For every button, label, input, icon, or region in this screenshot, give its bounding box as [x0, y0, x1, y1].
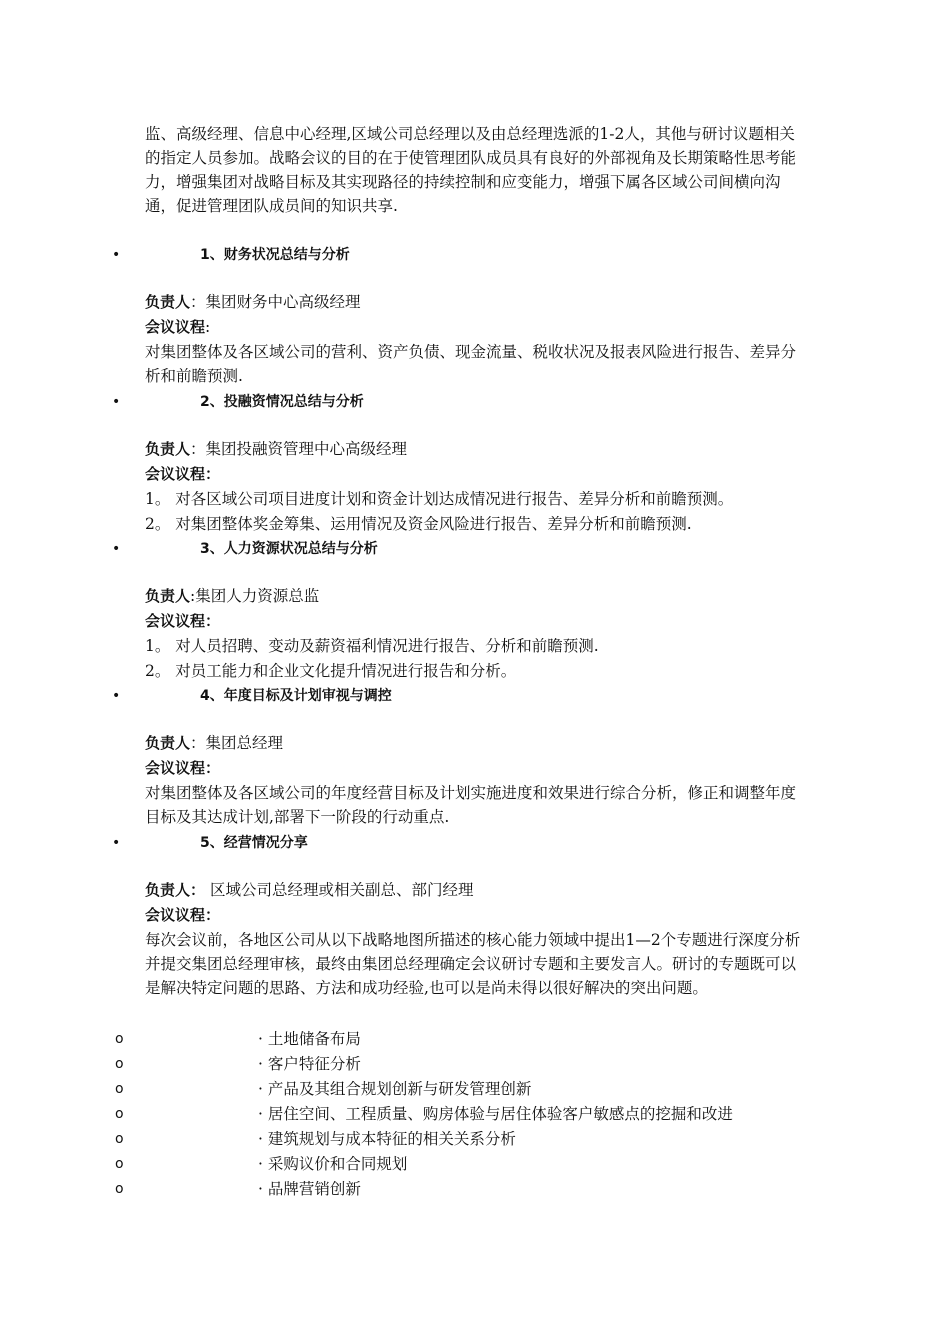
- sub-bullet: o: [115, 1156, 124, 1172]
- owner-label: 负责人: [145, 587, 191, 605]
- sub-bullet: o: [115, 1081, 124, 1097]
- section-3-agenda-label: 会议议程：: [145, 612, 221, 630]
- section-2-agenda-label: 会议议程：: [145, 465, 221, 483]
- bullet-1: •: [112, 247, 121, 263]
- topic-item: · 产品及其组合规划创新与研发管理创新: [258, 1080, 532, 1098]
- owner-value: ：集团总经理: [190, 734, 284, 752]
- section-4-agenda-label: 会议议程：: [145, 759, 221, 777]
- owner-label: 负责人: [145, 440, 191, 458]
- bullet-5: •: [112, 835, 121, 851]
- owner-value: 区域公司总经理或相关副总、部门经理: [205, 881, 474, 899]
- owner-label: 负责人: [145, 293, 191, 311]
- section-1-body: 对集团整体及各区域公司的营利、资产负债、现金流量、税收状况及报表风险进行报告、差异分析和前瞻预测.: [145, 343, 797, 385]
- section-2-owner: [145, 437, 407, 461]
- section-1-heading: 1、财务状况总结与分析: [200, 247, 350, 263]
- topic-item: · 采购议价和合同规划: [258, 1155, 408, 1173]
- sub-bullet: o: [115, 1056, 124, 1072]
- section-5-heading: 5、经营情况分享: [200, 835, 308, 851]
- section-2-item-1: 1。 对各区域公司项目进度计划和资金计划达成情况进行报告、差异分析和前瞻预测。: [145, 490, 734, 508]
- section-2-heading: 2、投融资情况总结与分析: [200, 394, 364, 410]
- section-3-heading: 3、人力资源状况总结与分析: [200, 541, 378, 557]
- section-1-agenda-label: [145, 315, 210, 339]
- topic-item: · 品牌营销创新: [258, 1180, 361, 1198]
- sub-bullet: o: [115, 1181, 124, 1197]
- owner-label: 负责人: [145, 734, 191, 752]
- sub-bullet: o: [115, 1106, 124, 1122]
- owner-value: ：集团投融资管理中心高级经理: [190, 440, 408, 458]
- owner-value: :集团人力资源总监: [190, 587, 320, 605]
- topic-item: · 土地储备布局: [258, 1030, 361, 1048]
- topic-item: · 建筑规划与成本特征的相关关系分析: [258, 1130, 516, 1148]
- section-5-body: 每次会议前，各地区公司从以下战略地图所描述的核心能力领域中提出1—2个专题进行深度分析并提交集团总经理审核，最终由集团总经理确定会议研讨专题和主要发言人。研讨的专题既可以是解决特定问题的思路、方法和成功经验,也可以是尚未得以很好解决的突出问题。: [145, 931, 801, 997]
- agenda-label: 会议议程: [145, 318, 206, 336]
- topic-item: · 居住空间、工程质量、购房体验与居住体验客户敏感点的挖掘和改进: [258, 1105, 733, 1123]
- section-3-owner: [145, 584, 319, 608]
- section-4-body: 对集团整体及各区域公司的年度经营目标及计划实施进度和效果进行综合分析，修正和调整年度目标及其达成计划,部署下一阶段的行动重点.: [145, 784, 797, 826]
- owner-value: ：集团财务中心高级经理: [190, 293, 361, 311]
- topic-item: · 客户特征分析: [258, 1055, 361, 1073]
- section-4-owner: [145, 731, 283, 755]
- sub-bullet: o: [115, 1031, 124, 1047]
- section-3-item-1: 1。 对人员招聘、变动及薪资福利情况进行报告、分析和前瞻预测.: [145, 637, 599, 655]
- section-3-item-2: 2。 对员工能力和企业文化提升情况进行报告和分析。: [145, 662, 517, 680]
- intro-paragraph: 监、高级经理、信息中心经理,区域公司总经理以及由总经理选派的1-2人，其他与研讨议题相关的指定人员参加。战略会议的目的在于使管理团队成员具有良好的外部视角及长期策略性思考能力，增强集团对战略目标及其实现路径的持续控制和应变能力，增强下属各区域公司间横向沟通，促进管理团队成员间的知识共享.: [145, 125, 797, 215]
- owner-label: 负责人：: [145, 881, 206, 899]
- agenda-colon: :: [205, 318, 211, 336]
- section-5-owner: [145, 878, 473, 902]
- section-4-heading: 4、年度目标及计划审视与调控: [200, 688, 392, 704]
- bullet-4: •: [112, 688, 121, 704]
- bullet-3: •: [112, 541, 121, 557]
- section-1-owner: [145, 290, 361, 314]
- sub-bullet: o: [115, 1131, 124, 1147]
- section-2-item-2: 2。 对集团整体奖金筹集、运用情况及资金风险进行报告、差异分析和前瞻预测.: [145, 515, 692, 533]
- bullet-2: •: [112, 394, 121, 410]
- section-5-agenda-label: 会议议程：: [145, 906, 221, 924]
